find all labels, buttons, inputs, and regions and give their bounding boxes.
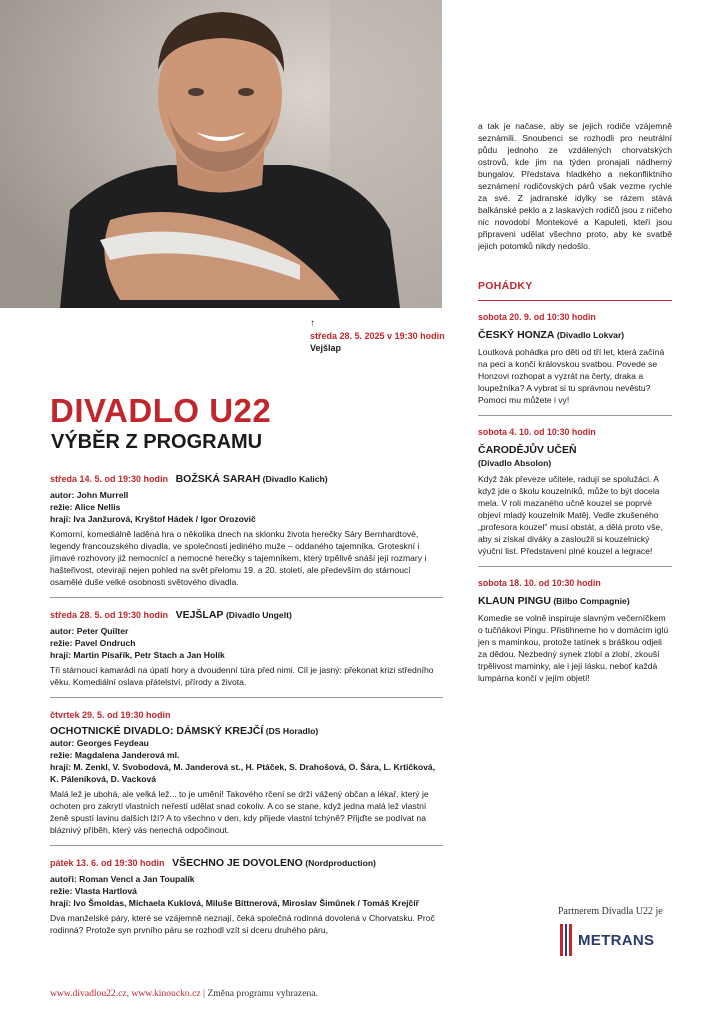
event-company: (Divadlo Lokvar)	[556, 330, 625, 340]
event-damsky-krejci	[50, 708, 443, 836]
event-cast: hrají: Martin Písařík, Petr Stach a Jan Holík	[50, 650, 225, 660]
event-description-continued: a tak je načase, aby se jejich rodiče vzájemně seznámili. Snoubenci se rozhodli pro neutrální půdu jednoho ze vzdálených chorvatských ostrovů, kde jim na týden pronajali nádherný bungalov. Představa hladkého a nekonfliktního seznámení rodičovských párů však vezme rychle za své. Z jadranské idylky se rázem stává balkánské peklo a z laskavých rodičů jsou z ničeho nic novodobí Montekové a Kapuleti, kteří jsou připraveni udělat všechno proto, aby ke svatbě jejich potomků nikdy nedošlo.	[478, 121, 672, 251]
event-description: Loutková pohádka pro děti od tří let, která začíná na peci a končí královskou svatbou. Povede se Honzovi rozhopat a vyzrát na čerty, draka a loupežníka? A vybrat si tu správnou nevěstu? Pomoci mu můžete i vy!	[478, 347, 665, 405]
caption-date: středa 28. 5. 2025 v 19:30 hodin	[310, 331, 445, 341]
event-description: Komedie se volně inspiruje slavným večerníčkem o tučňákovi Pingu. Přistihneme ho v domácím iglú jen s maminkou, protože tatínek s bráškou odjeli za dědou. Nezbedný synek zlobí a zlobí, zkouší trpělivost maminky, ale i její lásku, neboť každá lumpárna končí v jejím objetí!	[478, 613, 669, 683]
right-column	[478, 120, 672, 684]
page-title: DIVADLO U22	[50, 392, 272, 429]
event-header	[50, 608, 443, 622]
event-description: Tři stárnoucí kamarádi na úpatí hory a dvoudenní túra před nimi. Cíl je jasný: překonat krizi středního věku. Komediální oslava přátelství, přírody a života.	[50, 665, 434, 687]
metrans-logo	[560, 924, 672, 956]
partner-text: Partnerem Divadla U22 je	[558, 906, 663, 917]
event-author: autor: John Murrell	[50, 490, 129, 500]
arrow-up-icon: ↑	[310, 318, 315, 329]
event-date: čtvrtek 29. 5. od 19:30 hodin	[50, 710, 171, 720]
event-date: středa 14. 5. od 19:30 hodin	[50, 474, 169, 484]
logo-stripe	[565, 924, 568, 956]
event-date: sobota 18. 10. od 10:30 hodin	[478, 578, 601, 588]
event-director: režie: Magdalena Janderová ml.	[50, 750, 180, 760]
event-name: VŠECHNO JE DOVOLENO	[172, 857, 303, 869]
fairy-tale-carodejuv-ucen	[478, 426, 672, 557]
event-header	[50, 856, 443, 870]
event-vejslap	[50, 608, 443, 688]
event-director: režie: Vlasta Hartlová	[50, 886, 137, 896]
event-date: středa 28. 5. od 19:30 hodin	[50, 610, 169, 620]
logo-stripe	[569, 924, 572, 956]
caption-title: Vejšlap	[310, 343, 342, 353]
event-cast: hrají: M. Zenkl, V. Svobodová, M. Janderová st., H. Ptáček, S. Drahošová, O. Šára, L. Krtičková, K. Páleníková, D. Vacková	[50, 762, 436, 784]
event-company: (Divadlo Ungelt)	[225, 610, 292, 620]
event-author: autor: Georges Feydeau	[50, 738, 149, 748]
event-company: (Nordproduction)	[305, 858, 376, 868]
event-author: autoři: Roman Vencl a Jan Toupalík	[50, 874, 195, 884]
fairy-tale-klaun-pingu	[478, 577, 672, 684]
logo-stripes-icon	[560, 924, 572, 956]
event-cast: hrají: Ivo Šmoldas, Michaela Kuklová, Miluše Bittnerová, Miroslav Šimůnek / Tomáš Krejčíř	[50, 898, 420, 908]
event-name: KLAUN PINGU	[478, 595, 551, 607]
logo-wordmark: METRANS	[578, 931, 655, 949]
event-description: Komorní, komediálně laděná hra o několika dnech na sklonku života herečky Sáry Bernhardtové, legendy francouzského divadla, ve společnosti jediného muže – oddaného tajemníka. Groteskní i jímavé rozhovory již nemocnící a nemocné herečky s tajemníkem, který trpělivě snáší její rozmary i hašteřivost, oteviraji nejen pohled na svět přelomu 19. a 20. století, ale především do stárnoucí osamělé duše velké osobnosti světového divadla.	[50, 529, 427, 587]
event-director: režie: Pavel Ondruch	[50, 638, 136, 648]
footer-note: Změna programu vyhrazena.	[207, 988, 318, 999]
event-name: VEJŠLAP	[175, 609, 224, 621]
event-name: BOŽSKÁ SARAH	[175, 473, 261, 485]
divider	[50, 845, 443, 846]
event-name: ČESKÝ HONZA	[478, 329, 555, 341]
event-date: sobota 20. 9. od 10:30 hodin	[478, 312, 596, 322]
event-date: sobota 4. 10. od 10:30 hodin	[478, 427, 596, 437]
event-company: (Divadlo Absolon)	[478, 458, 552, 468]
event-date: pátek 13. 6. od 19:30 hodin	[50, 858, 165, 868]
footer	[50, 988, 318, 999]
footer-separator: |	[203, 988, 205, 999]
event-title-line	[478, 594, 672, 608]
portrait-photo	[0, 0, 442, 308]
program-list	[50, 472, 443, 936]
event-bozska-sarah	[50, 472, 443, 588]
fairy-tale-cesky-honza	[478, 311, 672, 406]
footer-links[interactable]: www.divadlou22.cz, www.kinoucko.cz	[50, 988, 201, 999]
divider	[50, 697, 443, 698]
event-description: Malá lež je ubohá, ale velká lež... to je umění! Takového rčení se drží vážený občan a lékař, který je ochoten pro zakrytí vlastních neřestí udělat snad cokoliv. A co se stane, když jedna malá lež vlastní ženě spustí lavinu dalších lží? A to všechno v den, kdy přijede vlastní tchýně? Přijďte se podívat na bláznivý příběh, který vás nenechá odpočinout.	[50, 789, 429, 835]
logo-stripe	[560, 924, 563, 956]
divider	[478, 566, 672, 567]
event-company: (Divadlo Kalich)	[262, 474, 328, 484]
event-name: ČARODĚJŮV UČEŇ	[478, 444, 577, 456]
event-header	[50, 708, 443, 722]
event-description: Když žák převeze učitele, radují se spolužáci. A když jde o školu kouzelníků, může to být docela mela. V roli mazaného učně kouzel se poprvé objeví mladý kouzelník Matěj. Vedle zkušeného „profesora kouzel" musí obstát, a dělá proto vše, aby si získal diváky a zasloužil si kouzelnický výuční list. Představení plné kouzel a legrace!	[478, 474, 663, 556]
divider	[50, 597, 443, 598]
event-title-line	[50, 725, 443, 737]
event-cast: hrají: Iva Janžurová, Kryštof Hádek / Igor Orozovič	[50, 514, 256, 524]
portrait-illustration	[0, 0, 442, 308]
event-description: Dva manželské páry, které se vzájemně neznají, čeká společná rodinná dovolená v Chorvatsku. Proč rodinná? Protože syn prvního páru se rozhodl vzít si dceru druhého páru,	[50, 913, 435, 935]
section-heading-pohadky: POHÁDKY	[478, 280, 533, 292]
event-name: OCHOTNICKÉ DIVADLO: DÁMSKÝ KREJČÍ	[50, 725, 264, 737]
page-subtitle: VÝBĚR Z PROGRAMU	[51, 431, 263, 453]
event-company: (Bilbo Compagnie)	[553, 596, 630, 606]
section-rule	[478, 300, 672, 301]
event-author: autor: Peter Quilter	[50, 626, 129, 636]
event-vsechno-je-dovoleno	[50, 856, 443, 936]
event-header	[50, 472, 443, 486]
event-title-line	[478, 328, 672, 342]
photo-caption	[310, 318, 445, 354]
divider	[478, 415, 672, 416]
event-company: (DS Horadlo)	[265, 726, 319, 736]
page-title-block	[50, 392, 271, 454]
event-director: režie: Alice Nellis	[50, 502, 121, 512]
